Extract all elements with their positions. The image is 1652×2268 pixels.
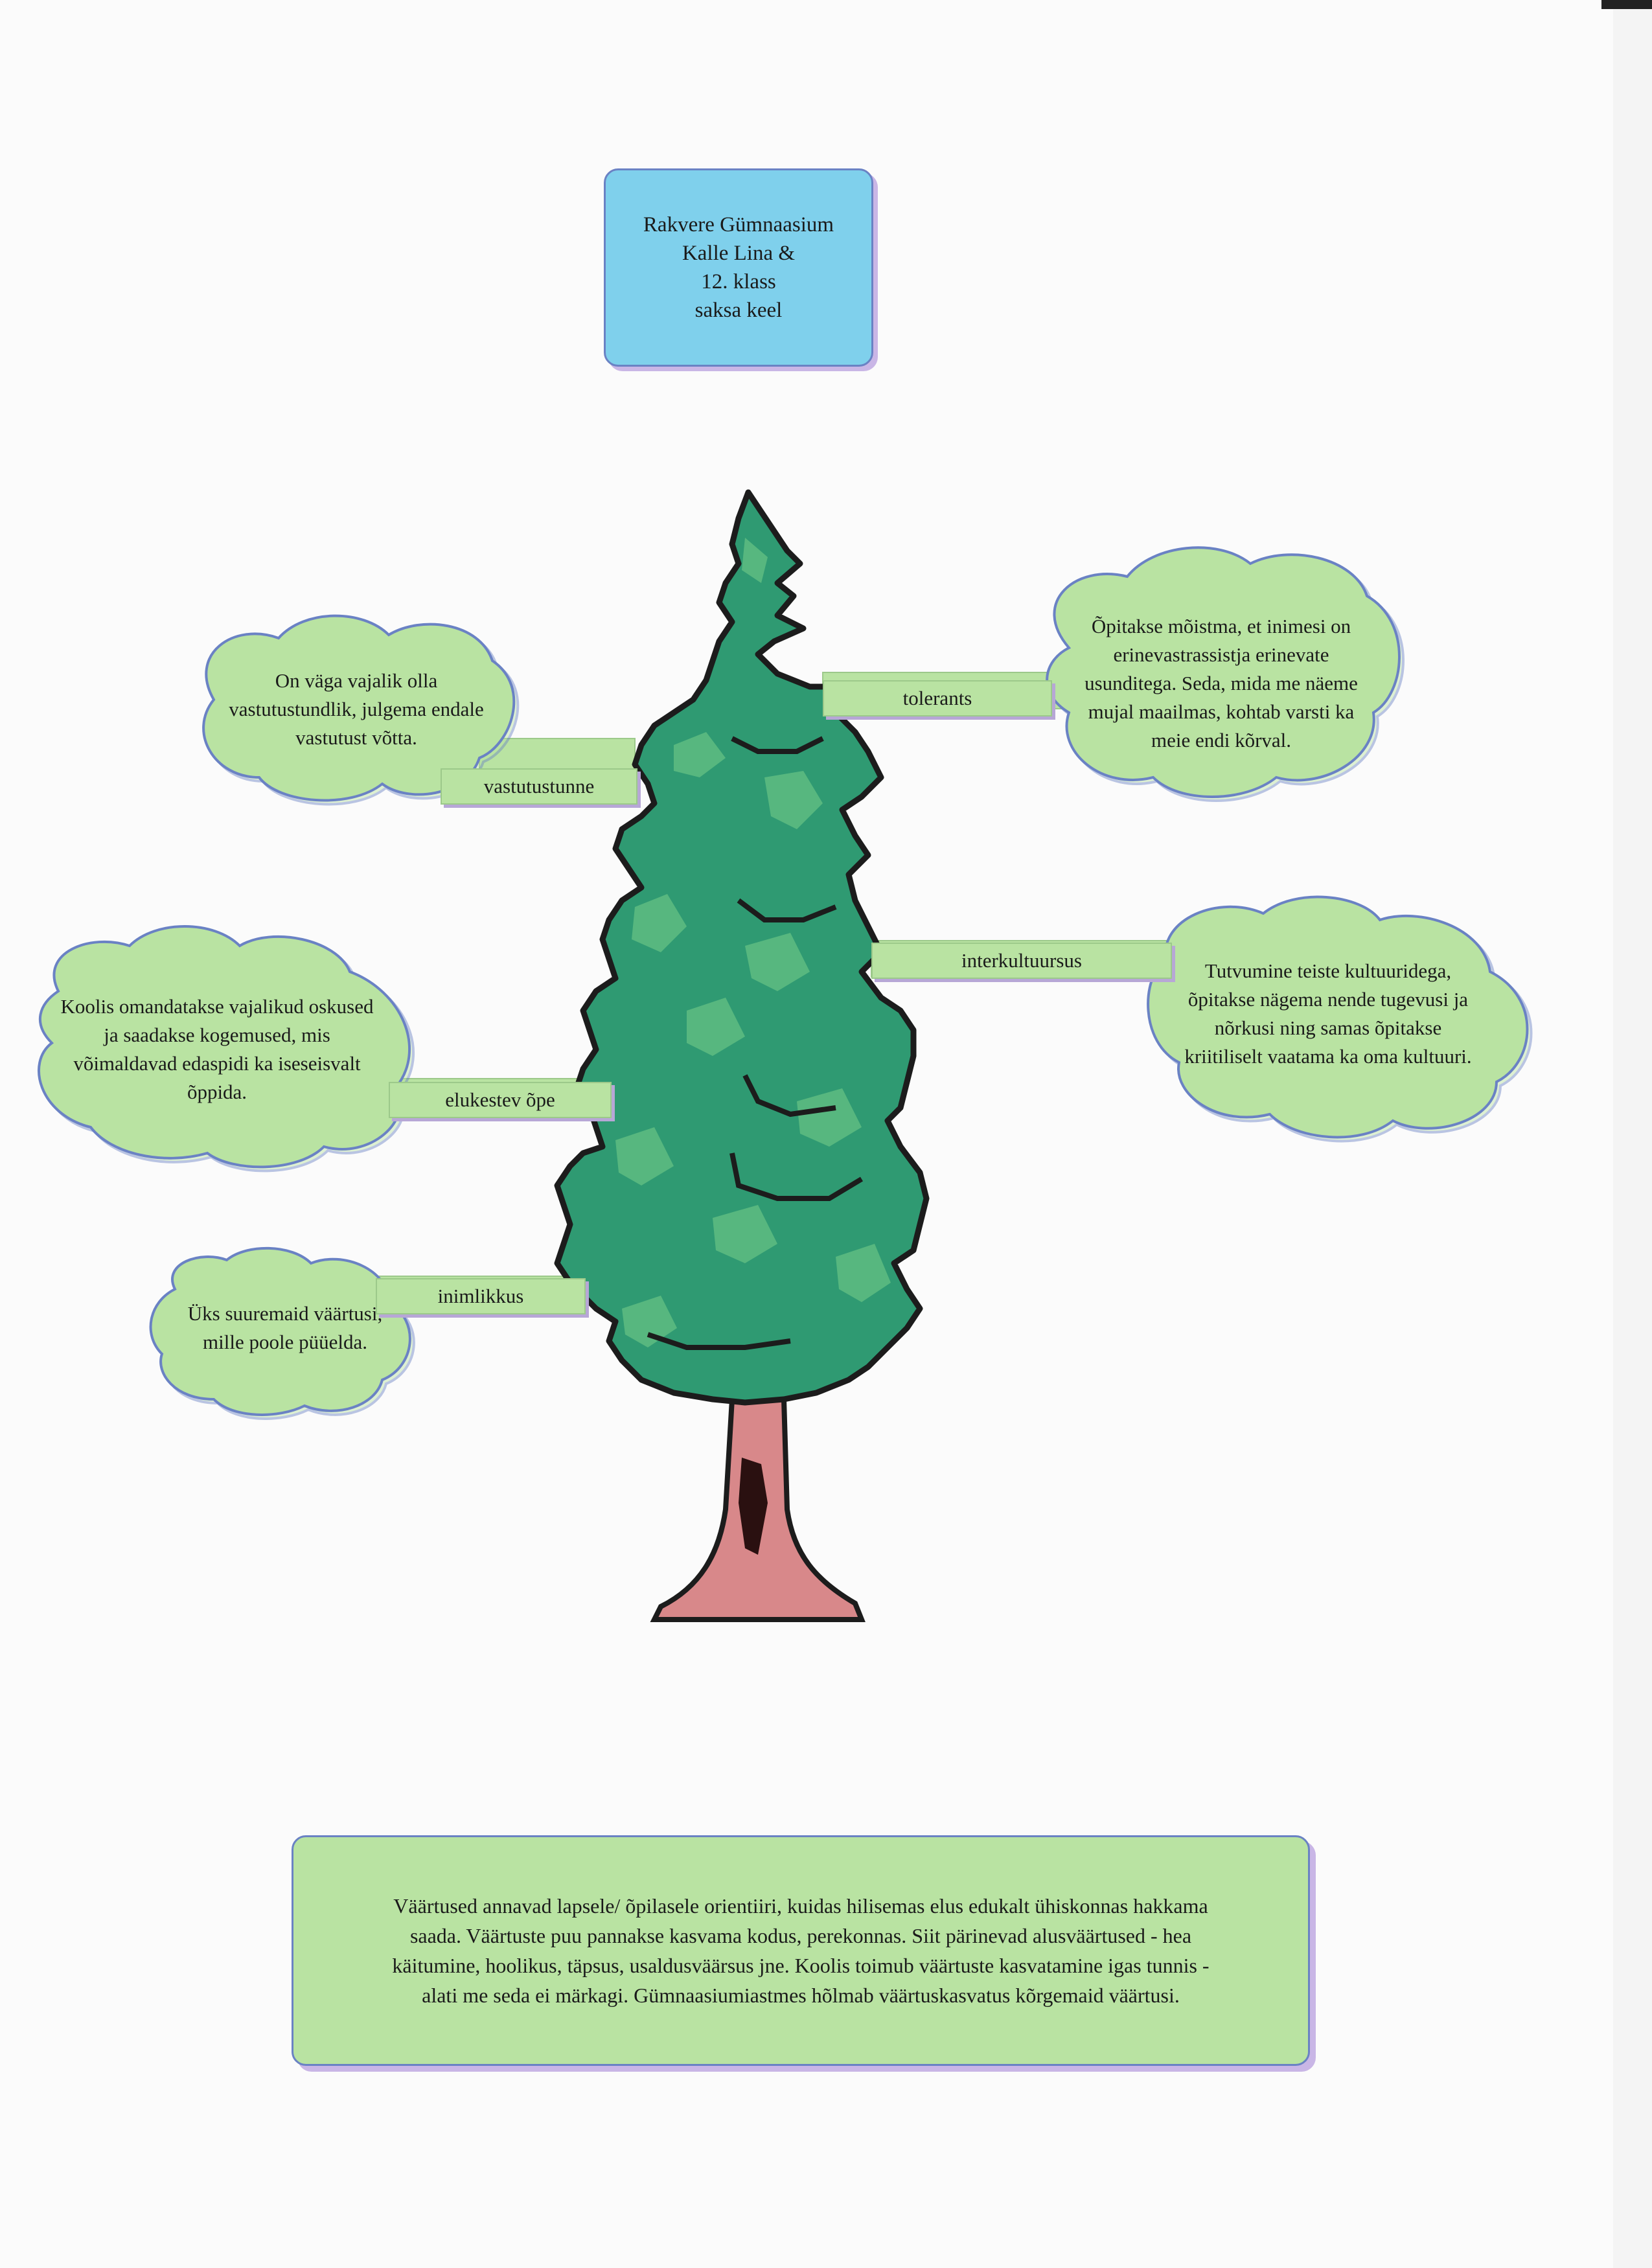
- label-elukestev-ope: elukestev õpe: [389, 1082, 612, 1118]
- summary-text: Väärtused annavad lapsele/ õpilasele orientiiri, kuidas hilisemas elus edukalt ühiskonnas hakkama saada. Väärtuste puu pannakse kasvama kodus, perekonnas. Siit pärinevad alusväärtused - hea käitumine, hoolikus, täpsus, usaldusväärsus jne. Koolis toimub väärtuste kasvatamine igas tunnis - alati me seda ei märkagi. Gümnaasiumiastmes hõlmab väärtuskasvatus kõrgemaid väärtusi.: [392, 1894, 1210, 2007]
- tree-trunk: [654, 1399, 862, 1620]
- header-school: Rakvere Gümnaasium: [643, 213, 834, 236]
- label-interkultuursus: interkultuursus: [871, 943, 1172, 979]
- desc-elukestev-ope: Koolis omandatakse vajalikud oskused ja saadakse kogemused, mis võimaldavad edaspidi ka iseseisvalt õppida.: [60, 995, 374, 1103]
- header-subject: saksa keel: [694, 299, 783, 322]
- desc-interkultuursus: Tutvumine teiste kultuuridega, õpitakse nägema nende tugevusi ja nõrkusi ning samas õpitakse kriitiliselt vaatama ka oma kultuuri.: [1184, 959, 1472, 1068]
- header-class: 12. klass: [701, 270, 776, 293]
- desc-tolerants: Õpitakse mõistma, et inimesi on erinevastrassistja erinevate usunditega. Seda, mida me näeme mujal maailmas, kohtab varsti ka meie endi kõrval.: [1084, 615, 1358, 751]
- label-vastutustunne: vastutustunne: [441, 768, 637, 805]
- label-tolerants: tolerants: [823, 680, 1052, 716]
- label-inimlikkus: inimlikkus: [376, 1278, 586, 1314]
- header-author: Kalle Lina &: [682, 242, 796, 265]
- desc-vastutustunne: On väga vajalik olla vastutustundlik, julgema endale vastutust võtta.: [229, 669, 484, 749]
- desc-inimlikkus: Üks suuremaid väärtusi, mille poole püüelda.: [187, 1302, 383, 1353]
- summary-box: [292, 1835, 1310, 2066]
